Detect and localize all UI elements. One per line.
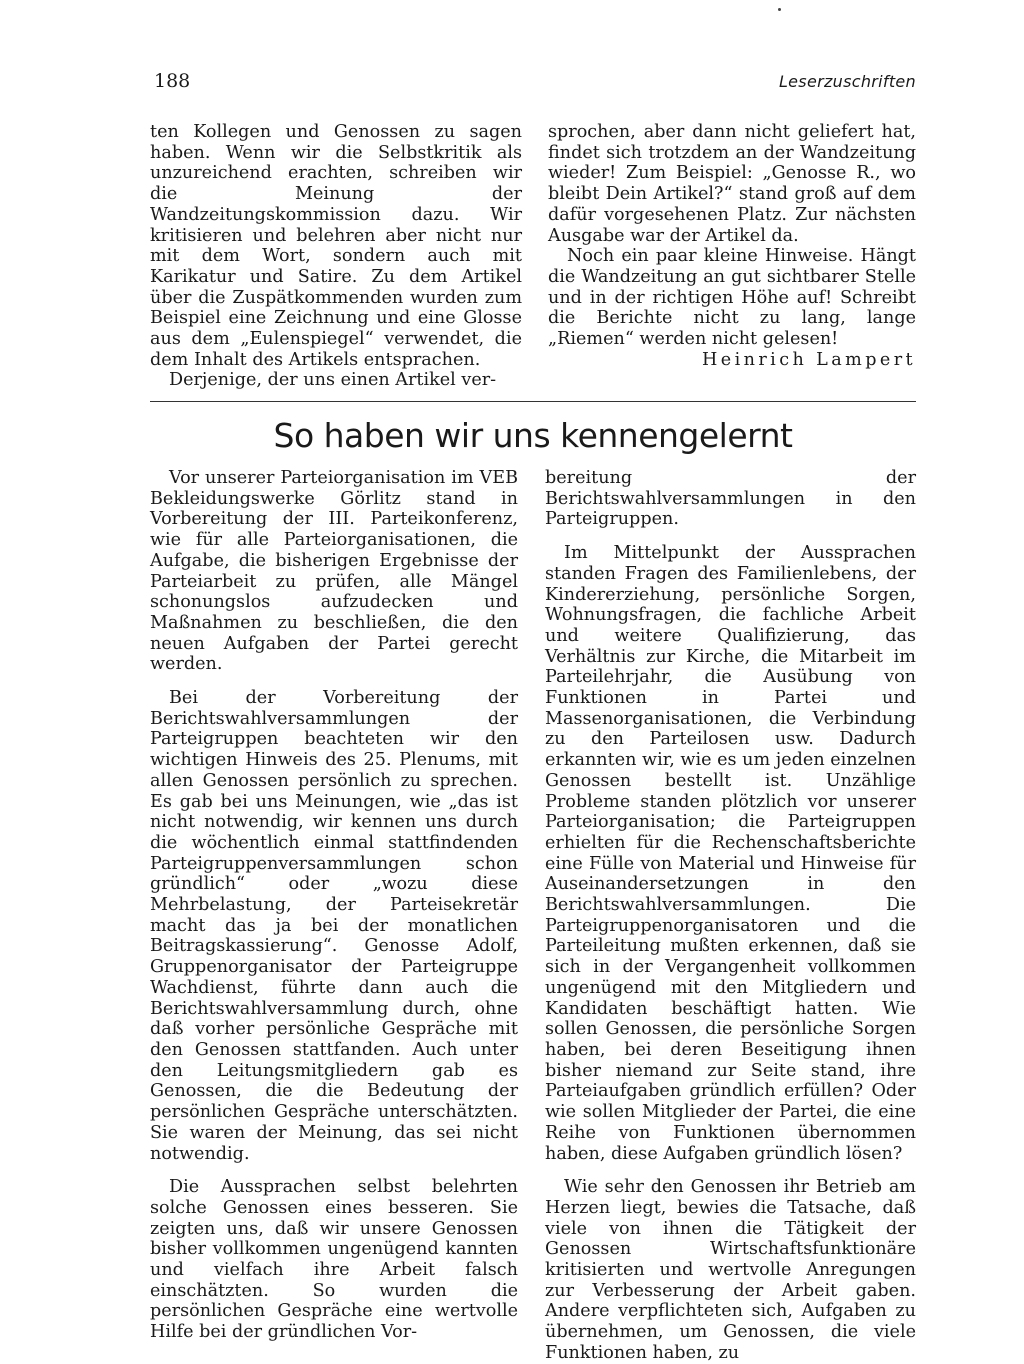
letter-left-column — [150, 122, 522, 391]
article-right-column — [545, 468, 916, 1364]
page-number: 188 — [154, 70, 191, 92]
section-divider — [150, 401, 916, 402]
print-speck — [778, 8, 781, 11]
article-left-column — [150, 468, 518, 1343]
article-title: So haben wir uns kennengelernt — [273, 416, 793, 455]
running-head: Leserzuschriften — [778, 72, 916, 91]
article-paragraph: Im Mittelpunkt der Aussprachen standen Fragen des Familienlebens, der Kindererziehung, persönliche Sorgen, Wohnungsfragen, die fachliche Arbeit und weitere Qualifizierung, das Verhältnis zur Kirche, die Mitarbeit im Parteilehrjahr, die Ausübung von Funktionen in Partei und Massenorganisationen, die Verbindung zu den Parteilosen usw. Dadurch erkannten wir, wie es um jeden einzelnen Genossen bestellt ist. Unzählige Probleme standen plötzlich vor unserer Parteiorganisation; die Parteigruppen erhielten für die Rechenschaftsberichte eine Fülle von Material und Hinweise für Auseinandersetzungen in den Berichtswahlversammlungen. Die Parteigruppenorganisatoren und die Parteileitung mußten erkennen, daß sie sich in der Vergangenheit vollkommen ungenügend mit den Mitgliedern und Kandidaten beschäftigt hatten. Wie sollen Genossen, die persönliche Sorgen haben, bei deren Beseitigung ihnen bisher niemand zur Seite stand, ihre Parteiaufgaben gründlich erfüllen? Oder wie sollen Mitglieder der Partei, die eine Reihe von Funktionen übernommen haben, diese Aufgaben gründlich lösen? — [545, 543, 916, 1164]
article-paragraph: Wie sehr den Genossen ihr Betrieb am Herzen liegt, bewies die Tatsache, daß viele von ihnen die Tätigkeit der Genossen Wirtschaftsfunktionäre kritisierten und wertvolle Anregungen zur Verbesserung der Arbeit gaben. Andere verpflichteten sich, Aufgaben zu übernehmen, um Genossen, die viele Funktionen haben, zu — [545, 1177, 916, 1363]
article-paragraph: bereitung der Berichtswahlversammlungen in den Parteigruppen. — [545, 468, 916, 530]
article-paragraph: Vor unserer Parteiorganisation im VEB Bekleidungswerke Görlitz stand in Vorbereitung der III. Parteikonferenz, wie für alle Parteiorganisationen, die Aufgabe, die bisherigen Ergebnisse der Parteiarbeit zu prüfen, alle Mängel schonungslos aufzudecken und Maßnahmen zu beschließen, die den neuen Aufgaben der Partei gerecht werden. — [150, 468, 518, 675]
letter-right-column — [548, 122, 916, 370]
letter-signature: Heinrich Lampert — [702, 349, 916, 370]
letter-paragraph: Noch ein paar kleine Hinweise. Hängt die Wandzeitung an gut sichtbarer Stelle und in der richtigen Höhe auf! Schreibt die Berichte nicht zu lang, lange „Riemen“ werden nicht gelesen! — [548, 246, 916, 350]
article-paragraph: Die Aussprachen selbst belehrten solche Genossen eines besseren. Sie zeigten uns, daß wir unsere Genossen bisher vollkommen ungenügend kannten und vielfach ihre Arbeit falsch einschätzten. So wurden die persönlichen Gespräche eine wertvolle Hilfe bei der gründlichen Vor- — [150, 1177, 518, 1343]
article-paragraph: Bei der Vorbereitung der Berichtswahlversammlungen der Parteigruppen beachteten wir den wichtigen Hinweis des 25. Plenums, mit allen Genossen persönlich zu sprechen. Es gab bei uns Meinungen, wie „das ist nicht notwendig, wir kennen uns durch die wöchentlich einmal stattfindenden Parteigruppenversammlungen schon gründlich“ oder „wozu diese Mehrbelastung, der Parteisekretär macht das ja bei der monatlichen Beitragskassierung“. Genosse Adolf, Gruppenorganisator der Parteigruppe Wachdienst, führte dann auch die Berichtswahlversammlung durch, ohne daß vorher persönliche Gespräche mit den Genossen stattfanden. Auch unter den Leitungsmitgliedern gab es Genossen, die die Bedeutung der persönlichen Gespräche unterschätzten. Sie waren der Meinung, das sei nicht notwendig. — [150, 688, 518, 1164]
letter-paragraph: Derjenige, der uns einen Artikel ver- — [169, 370, 497, 391]
letter-paragraph: ten Kollegen und Genossen zu sagen haben. Wenn wir die Selbstkritik als unzureichend erachten, schreiben wir die Meinung der Wandzeitungskommission dazu. Wir kritisieren und belehren aber nicht nur mit dem Wort, sondern auch mit Karikatur und Satire. Zu dem Artikel über die Zuspätkommenden wurden zum Beispiel eine Zeichnung und eine Glosse aus dem „Eulenspiegel“ verwendet, die dem Inhalt des Artikels entsprachen. — [150, 122, 522, 370]
letter-paragraph: sprochen, aber dann nicht geliefert hat, findet sich trotzdem an der Wandzeitung wieder! Zum Beispiel: „Genosse R., wo bleibt Dein Artikel?“ stand groß auf dem dafür vorgesehenen Platz. Zur nächsten Ausgabe war der Artikel da. — [548, 122, 916, 246]
